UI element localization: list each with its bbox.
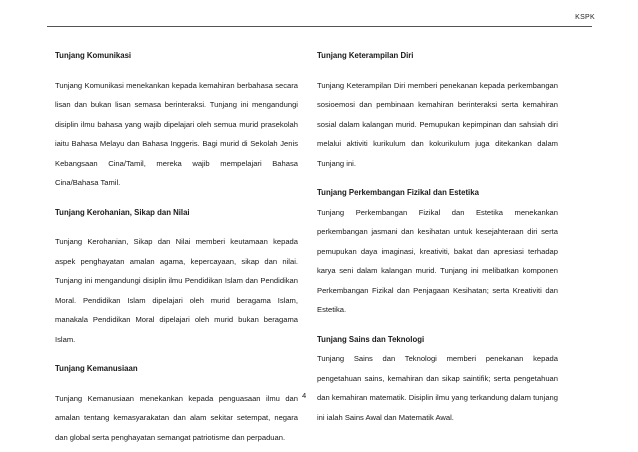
section-heading-sains-teknologi: Tunjang Sains dan Teknologi xyxy=(317,334,425,344)
section-body-fizikal-estetika: Tunjang Perkembangan Fizikal dan Estetika menekankan perkembangan jasmani dan kesihatan untuk kesejahteraan diri serta pemupukan daya imaginasi, kreativiti, bakat dan apresiasi terhadap karya seni dalam kalangan murid. Tunjang ini melibatkan komponen Perkembangan Fizikal dan Penjagaan Kesihatan; serta Kreativiti dan Estetika. xyxy=(317,207,558,314)
section-heading-keterampilan: Tunjang Keterampilan Diri xyxy=(317,51,414,60)
section-body-sains-teknologi: Tunjang Sains dan Teknologi memberi penekanan kepada pengetahuan sains, kemahiran dan sikap saintifik; serta pengetahuan dan kemahiran matematik. Disiplin ilmu yang terkandung dalam tunjang ini ialah Sains Awal dan Matematik Awal. xyxy=(317,354,558,422)
document-header-label: KSPK xyxy=(575,14,595,21)
header-divider xyxy=(47,26,592,27)
page-number: 4 xyxy=(302,391,307,400)
section-body-keterampilan: Tunjang Keterampilan Diri memberi penekanan kepada perkembangan sosioemosi dan pembinaan kemahiran berinteraksi serta kemahiran sosial dalam kalangan murid. Pemupukan kepimpinan dan sahsiah diri melalui aktiviti kurikulum dan kokurikulum juga ditekankan dalam Tunjang ini. xyxy=(317,80,558,168)
right-column xyxy=(317,46,558,427)
left-column xyxy=(55,46,298,447)
section-body-komunikasi: Tunjang Komunikasi menekankan kepada kemahiran berbahasa secara lisan dan bukan lisan semasa berinteraksi. Tunjang ini mengandungi disiplin ilmu bahasa yang wajib dipelajari oleh semua murid prasekolah iaitu Bahasa Melayu dan Bahasa Inggeris. Bagi murid di Sekolah Jenis Kebangsaan Cina/Tamil, mereka wajib mempelajari Bahasa Cina/Bahasa Tamil. xyxy=(55,80,298,187)
section-body-kerohanian: Tunjang Kerohanian, Sikap dan Nilai memberi keutamaan kepada aspek penghayatan amalan agama, kepercayaan, sikap dan nilai. Tunjang ini mengandungi disiplin ilmu Pendidikan Islam dan Pendidikan Moral. Pendidikan Islam dipelajari oleh murid beragama Islam, manakala Pendidikan Moral dipelajari oleh murid bukan beragama Islam. xyxy=(55,237,298,344)
section-heading-komunikasi: Tunjang Komunikasi xyxy=(55,51,132,60)
section-heading-kemanusiaan: Tunjang Kemanusiaan xyxy=(55,364,138,373)
section-body-kemanusiaan: Tunjang Kemanusiaan menekankan kepada penguasaan ilmu dan amalan tentang kemasyarakatan dan alam sekitar setempat, negara dan global serta penghayatan semangat patriotisme dan perpaduan. xyxy=(55,393,298,442)
section-heading-fizikal-estetika: Tunjang Perkembangan Fizikal dan Estetika xyxy=(317,188,479,197)
section-heading-kerohanian: Tunjang Kerohanian, Sikap dan Nilai xyxy=(55,207,190,217)
